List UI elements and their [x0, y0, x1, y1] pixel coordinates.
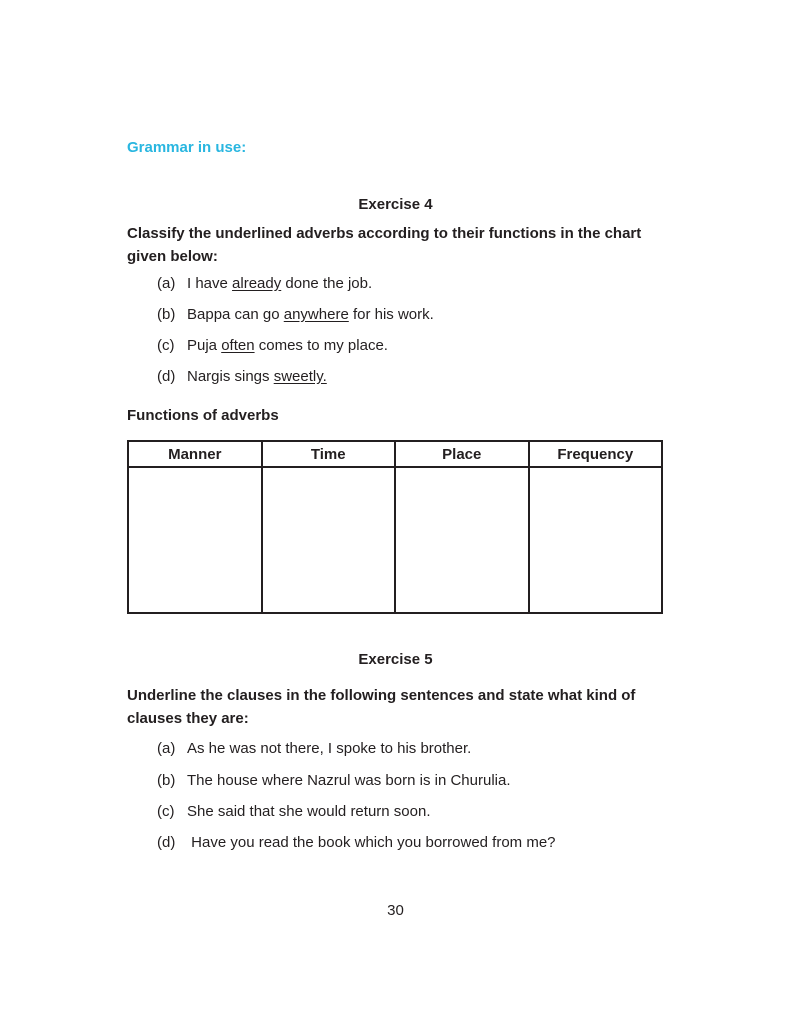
item-text: She said that she would return soon. [187, 803, 431, 820]
empty-cell [262, 467, 396, 613]
exercise-5-item [157, 803, 431, 820]
column-header-manner: Manner [128, 441, 262, 467]
underlined-adverb: anywhere [283, 306, 349, 323]
adverb-functions-table [127, 440, 663, 614]
column-header-time: Time [262, 441, 396, 467]
item-label: (b) [157, 306, 176, 323]
item-label: (d) [157, 368, 176, 385]
empty-cell [128, 467, 262, 613]
item-label: (a) [157, 740, 176, 757]
underlined-adverb: already [232, 275, 282, 292]
column-header-place: Place [395, 441, 529, 467]
exercise-5-item [157, 740, 471, 757]
exercise-5-item [157, 772, 511, 789]
page-number: 30 [387, 902, 404, 919]
item-text: done the job. [281, 275, 373, 292]
exercise-5-title: Exercise 5 [358, 651, 433, 668]
item-label: (d) [157, 834, 176, 851]
item-text: Puja [187, 337, 222, 354]
item-text: Bappa can go [187, 306, 284, 323]
table-heading: Functions of adverbs [127, 407, 279, 424]
exercise-4-item [157, 306, 434, 323]
exercise-4-item [157, 368, 327, 385]
item-label: (c) [157, 803, 175, 820]
exercise-4-item [157, 337, 388, 354]
item-label: (b) [157, 772, 176, 789]
item-text: Nargis sings [187, 368, 274, 385]
item-text: The house where Nazrul was born is in Churulia. [187, 772, 511, 789]
table-header-row [128, 441, 662, 467]
item-label: (c) [157, 337, 175, 354]
underlined-adverb: sweetly. [273, 368, 327, 385]
exercise-4-instruction: Classify the underlined adverbs according to their functions in the chart given below: [127, 225, 642, 265]
item-text: Have you read the book which you borrowed from me? [187, 834, 556, 851]
item-label: (a) [157, 275, 176, 292]
exercise-4-title: Exercise 4 [358, 196, 433, 213]
underlined-adverb: often [221, 337, 255, 354]
item-text: I have [187, 275, 233, 292]
item-text: comes to my place. [254, 337, 388, 354]
exercise-5-item [157, 834, 556, 851]
item-text: for his work. [348, 306, 434, 323]
item-text: As he was not there, I spoke to his brother. [187, 740, 472, 757]
exercise-5-instruction: Underline the clauses in the following sentences and state what kind of clauses they are: [127, 687, 636, 727]
empty-cell [395, 467, 529, 613]
section-heading: Grammar in use: [127, 139, 247, 156]
table-row [128, 467, 662, 613]
empty-cell [529, 467, 663, 613]
column-header-frequency: Frequency [529, 441, 663, 467]
exercise-4-item [157, 275, 372, 292]
